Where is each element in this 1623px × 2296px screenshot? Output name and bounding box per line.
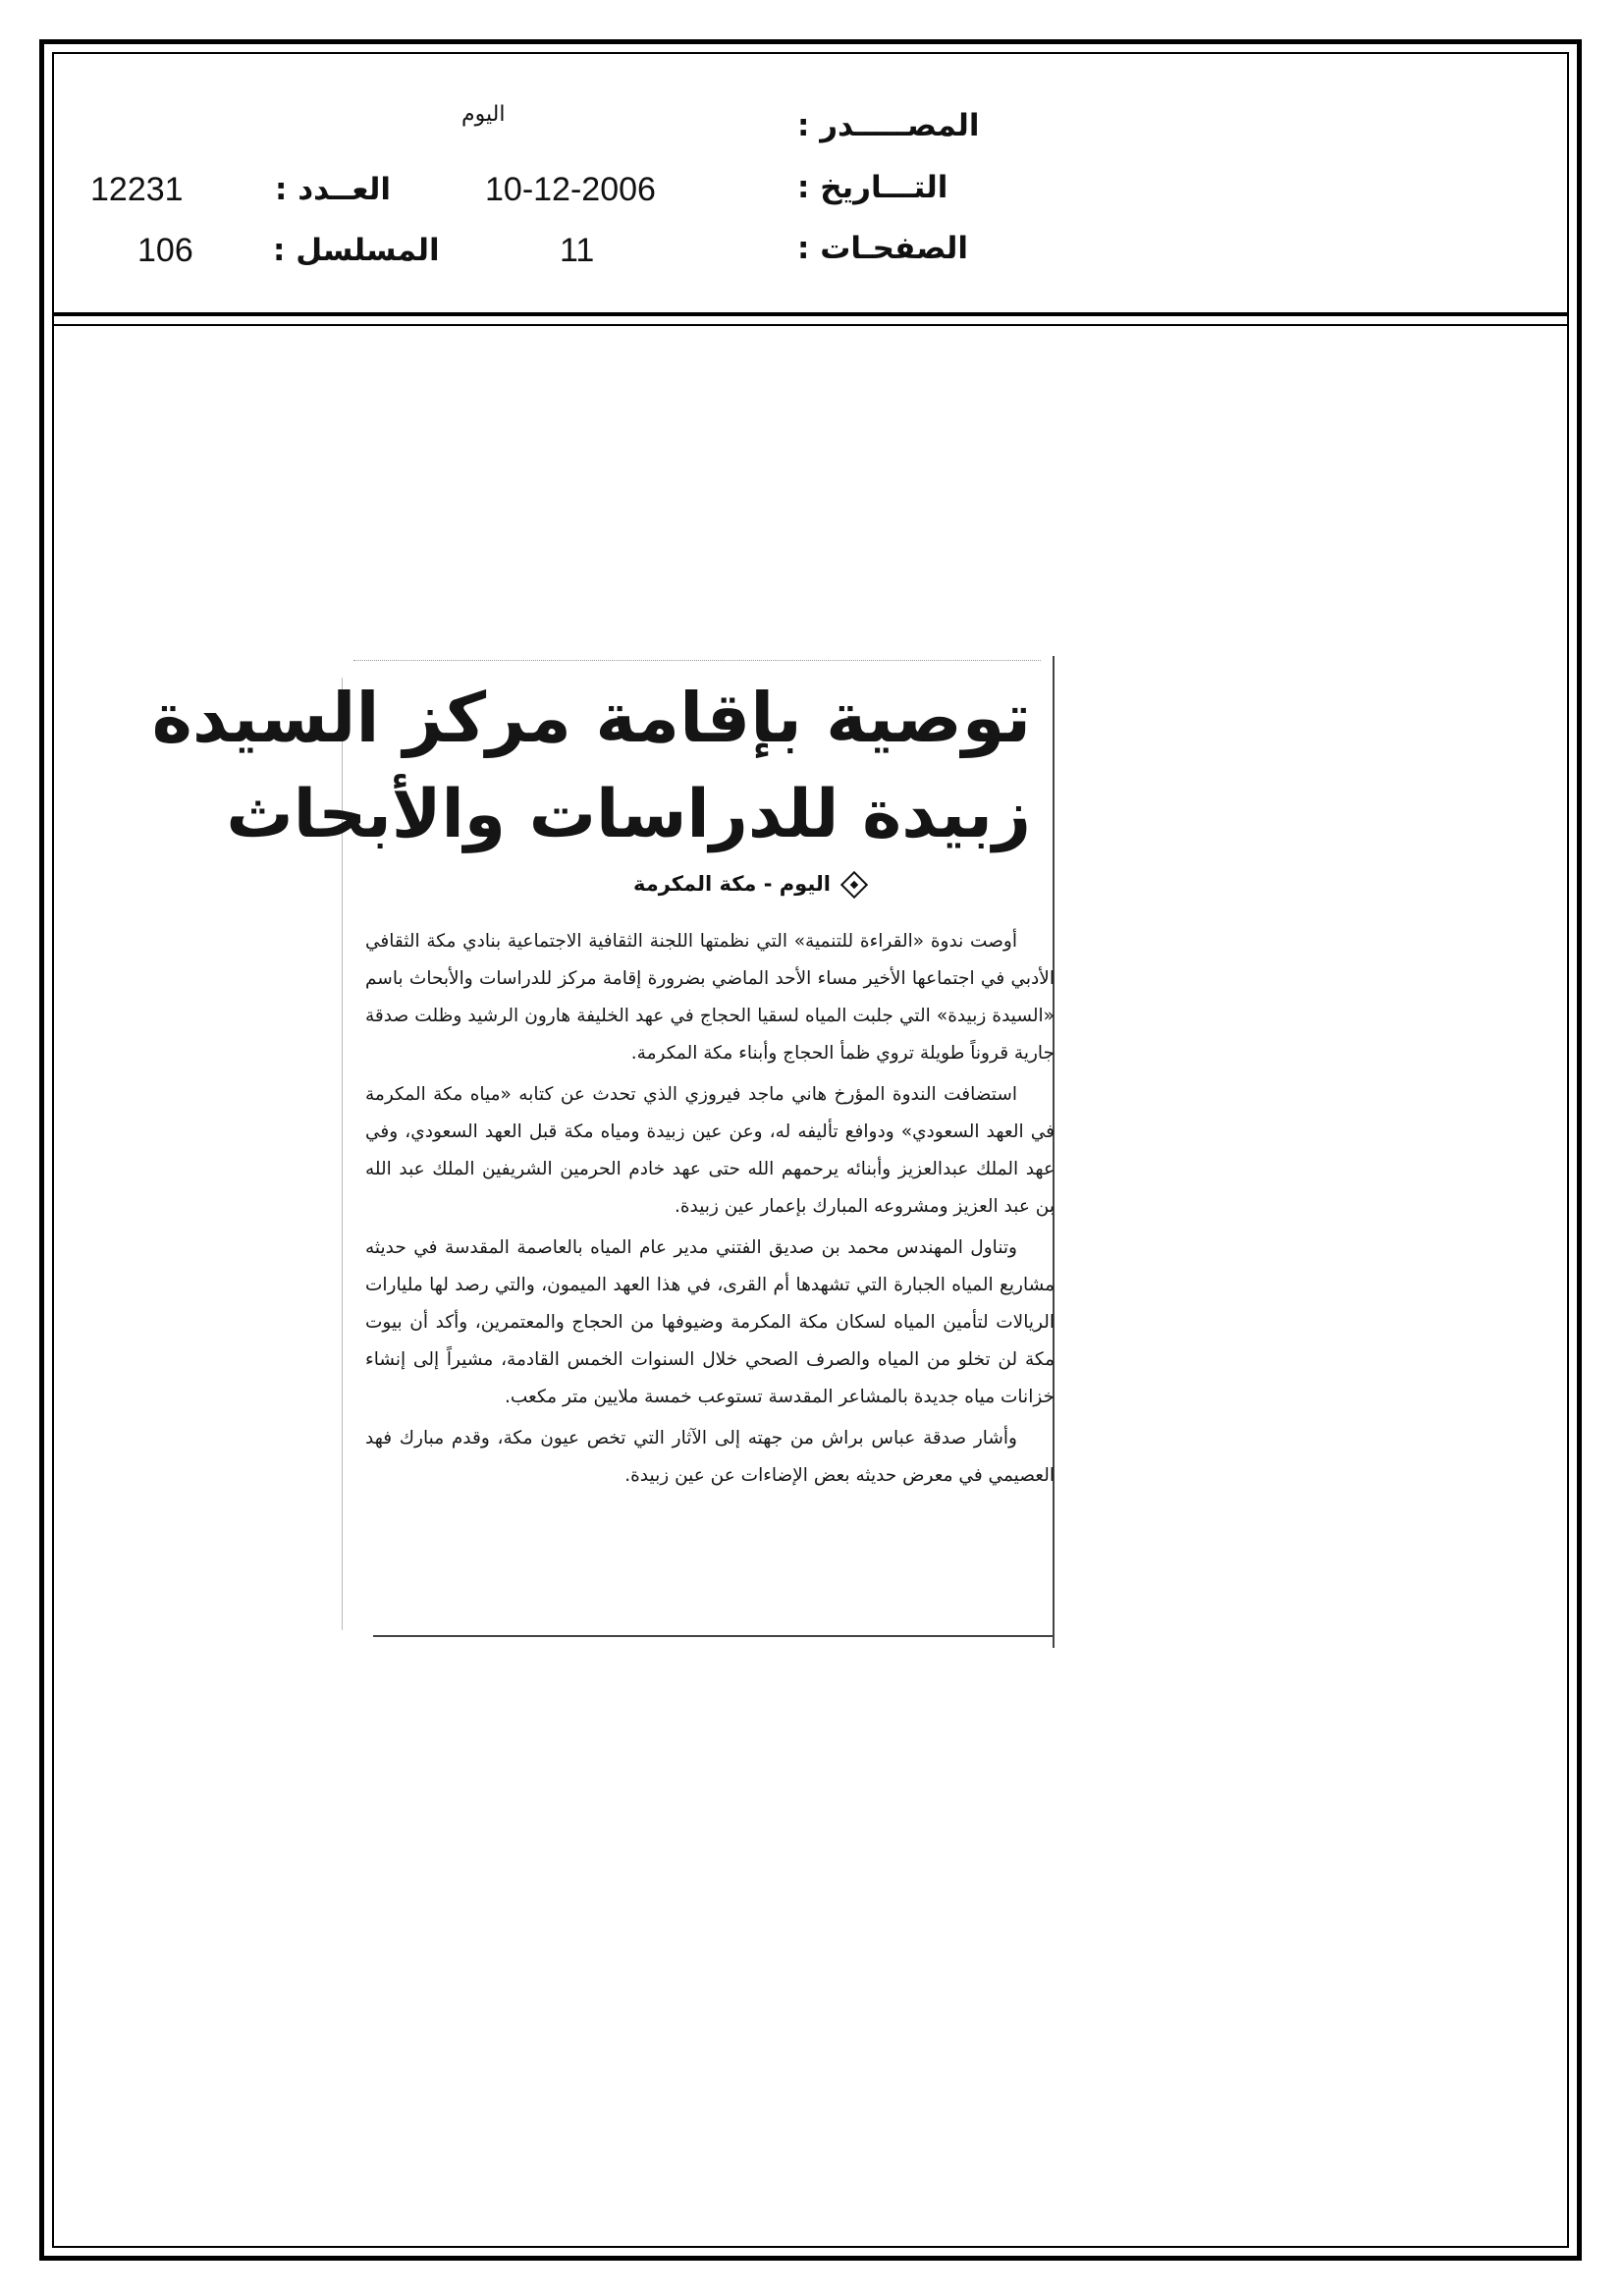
article-paragraph: وتناول المهندس محمد بن صديق الفتني مدير عام المياه بالعاصمة المقدسة في حديثه مشاريع المياه الجبارة التي تشهدها أم القرى، في هذا العهد الميمون، والتي رصد لها مليارات الريالات لتأمين المياه لسكان مكة المكرمة وضيوفها من الحجاج والمعتمرين، وأكد أن بيوت مكة لن تخلو من المياه والصرف الصحي خلال السنوات الخمس القادمة، مشيراً إلى إنشاء خزانات مياه جديدة بالمشاعر المقدسة تستوعب خمسة ملايين متر مكعب. (365, 1237, 1055, 1407)
article-body (365, 923, 1055, 1499)
issue-value: 12231 (90, 171, 184, 208)
pages-value: 11 (560, 232, 595, 269)
article-paragraph: استضافت الندوة المؤرخ هاني ماجد فيروزي الذي تحدث عن كتابه «مياه مكة المكرمة في العهد السعودي» ودوافع تأليفه له، وعن عين زبيدة ومياه مكة قبل العهد السعودي، وفي عهد الملك عبدالعزيز وأبنائه يرحمهم الله حتى عهد خادم الحرمين الشريفين الملك عبد الله بن عبد العزيز ومشروعه المبارك بإعمار عين زبيدة. (365, 1084, 1055, 1217)
article-headline-line1: توصية بإقامة مركز السيدة (151, 678, 1031, 758)
clipping-bottom-rule (373, 1635, 1053, 1637)
diamond-icon (840, 871, 868, 899)
header-divider-thin (52, 324, 1569, 326)
article-byline (589, 872, 864, 905)
pages-label: الصفحـات : (797, 231, 969, 266)
serial-label: المسلسل : (273, 233, 440, 268)
clipping-top-edge (353, 660, 1041, 661)
header-divider (52, 312, 1569, 316)
date-label: التـــاريخ : (797, 170, 948, 205)
date-value: 10-12-2006 (485, 171, 656, 208)
article-headline-line2: زبيدة للدراسات والأبحاث (226, 776, 1031, 853)
source-value: اليوم (461, 102, 506, 127)
byline-text: اليوم - مكة المكرمة (633, 872, 831, 896)
article-paragraph: وأشار صدقة عباس براش من جهته إلى الآثار التي تخص عيون مكة، وقدم مبارك فهد العصيمي في معرض حديثه بعض الإضاءات عن عين زبيدة. (365, 1428, 1055, 1486)
serial-value: 106 (137, 232, 193, 269)
issue-label: العــدد : (275, 172, 391, 207)
source-label: المصـــــدر : (797, 108, 980, 143)
article-paragraph: أوصت ندوة «القراءة للتنمية» التي نظمتها اللجنة الثقافية الاجتماعية بنادي مكة الثقافي الأدبي في اجتماعها الأخير مساء الأحد الماضي بضرورة إقامة مركز للدراسات والأبحاث باسم «السيدة زبيدة» التي جلبت المياه لسقيا الحجاج في عهد الخليفة هارون الرشيد وظلت صدقة جارية قروناً طويلة تروي ظمأ الحجاج وأبناء مكة المكرمة. (365, 931, 1055, 1064)
